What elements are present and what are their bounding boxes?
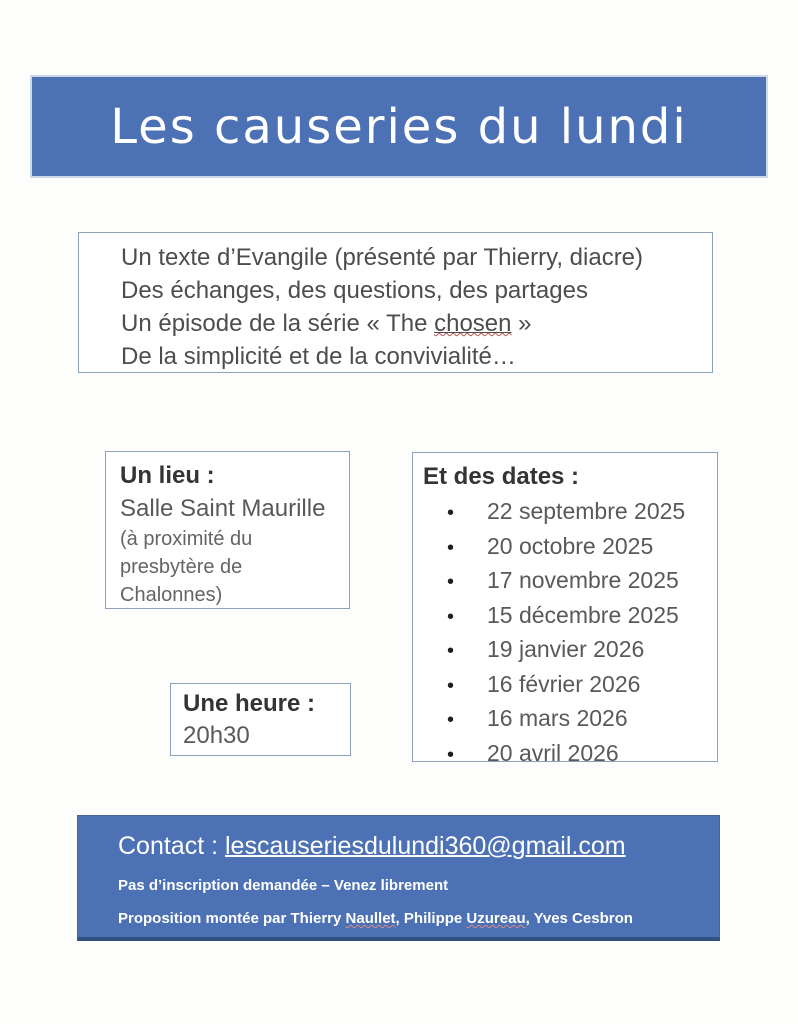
location-name: Salle Saint Maurille [120,495,326,522]
bullet-icon: • [447,640,455,662]
date-text: 16 mars 2026 [487,705,628,731]
credits-mid: Philippe [399,910,467,927]
date-text: 17 novembre 2025 [487,567,679,593]
chosen-underlined [434,310,511,337]
chosen-spellcheck: chosen [434,310,512,337]
contact-line [118,829,719,863]
credits-name-uzureau: Uzureau, [466,910,530,927]
date-item [423,702,707,737]
date-item [423,495,707,530]
bullet-icon: • [447,709,455,731]
date-item [423,633,707,668]
date-text: 19 janvier 2026 [487,636,645,662]
date-text: 20 octobre 2025 [487,532,654,559]
date-item [423,668,707,703]
intro-line-3-suffix: » [511,310,532,337]
dates-box [412,452,718,766]
bullet-icon: • [447,502,455,524]
date-item [423,564,707,599]
time-box [170,683,351,756]
date-text: 15 décembre 2025 [487,601,679,628]
date-text: 20 avril 2026 [487,739,619,766]
bullet-icon: • [447,674,455,697]
intro-line-2: Des échanges, des questions, des partages [121,277,588,304]
bullet-icon: • [447,536,455,559]
time-value: 20h30 [183,722,250,749]
intro-box [78,232,713,373]
bullet-icon: • [447,605,455,628]
intro-line-3-prefix: Un épisode de la série « The [121,310,435,337]
credits-name-naullet: Naullet, [345,910,400,927]
credits-prefix: Proposition montée par Thierry [118,910,346,927]
date-text: 16 février 2026 [487,670,641,697]
contact-email-link[interactable]: lescauseriesdulundi360@gmail.com [225,832,626,860]
registration-note: Pas d’inscription demandée – Venez librement [118,877,449,894]
contact-label: Contact : [118,832,225,860]
bullet-icon: • [447,571,455,593]
page-title: Les causeries du lundi [110,98,688,155]
intro-line-3 [121,307,702,340]
contact-banner [77,815,720,941]
location-detail: (à proximité du presbytère de Chalonnes) [120,528,253,606]
date-item [423,599,707,634]
intro-line-1: Un texte d’Evangile (présenté par Thierry, diacre) [121,244,644,271]
bullet-icon: • [447,743,455,766]
location-box [105,451,350,609]
dates-title: Et des dates : [423,463,580,490]
credits-line [118,910,719,927]
time-title: Une heure : [183,690,316,717]
dates-list [423,495,707,771]
date-item [423,737,707,772]
title-banner [30,75,768,178]
date-text: 22 septembre 2025 [487,498,686,524]
date-item [423,530,707,565]
location-title: Un lieu : [120,462,215,489]
credits-suffix: Yves Cesbron [529,910,633,927]
intro-line-4: De la simplicité et de la convivialité… [121,343,516,370]
